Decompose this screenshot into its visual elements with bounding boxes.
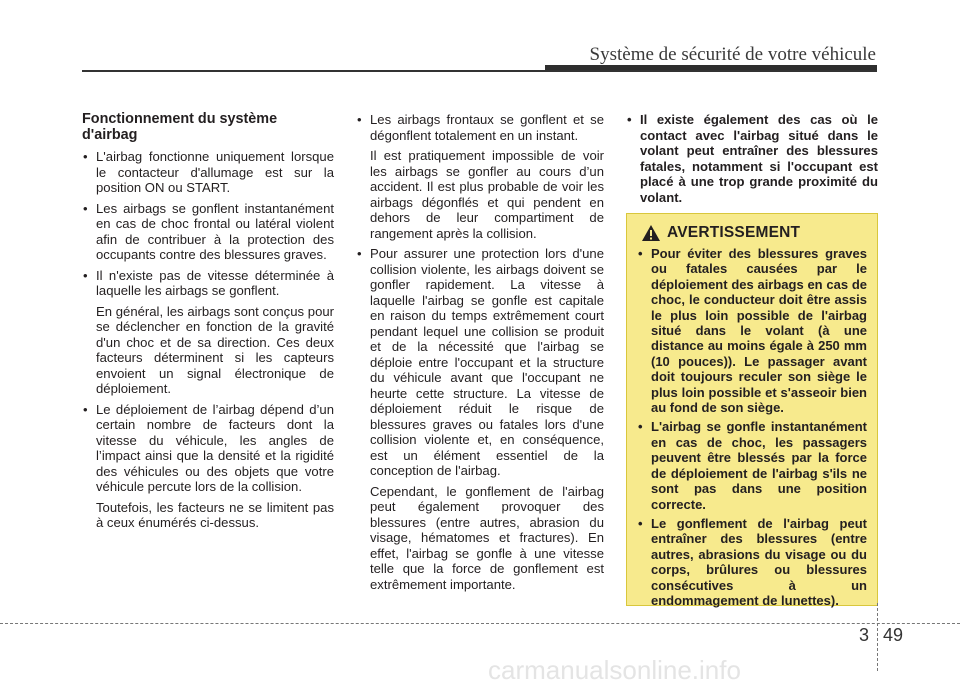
bullet-item bbox=[82, 149, 334, 196]
warning-item bbox=[637, 419, 867, 511]
footer-rule bbox=[0, 623, 960, 624]
bullet-dot: • bbox=[627, 112, 632, 127]
header-rule bbox=[82, 70, 877, 72]
bullet-item bbox=[82, 268, 334, 299]
bullet-dot: • bbox=[83, 267, 88, 283]
bullet-dot: • bbox=[83, 149, 88, 164]
warning-item bbox=[637, 246, 867, 415]
warning-header bbox=[641, 224, 867, 242]
bullet-text: Il n'existe pas de vitesse déterminée à laquelle les airbags se gonflent. bbox=[96, 267, 334, 298]
section-title: Fonctionnement du système d'airbag bbox=[82, 111, 278, 143]
bullet-item bbox=[626, 112, 878, 205]
chapter-number: 3 bbox=[859, 625, 870, 645]
paragraph: Il est pratiquement impossible de voir les airbags se gonfler au cours d’un accident. Il est plus probable de voir les airbags dégonflés et qui pendent en dehors de leur compartiment de rangement après la collision. bbox=[370, 148, 604, 241]
watermark: carmanualsonline.info bbox=[488, 655, 741, 685]
paragraph: Toutefois, les facteurs ne se limitent pas à ceux énumérés ci-dessus. bbox=[96, 499, 334, 530]
bullet-item bbox=[82, 201, 334, 263]
paragraph: En général, les airbags sont conçus pour se déclencher en fonction de la gravité d'un choc et de sa direction. Ces deux facteurs déterminent si les capteurs envoient un signal électronique de déploiement. bbox=[96, 303, 334, 396]
column-2 bbox=[356, 112, 604, 597]
bullet-dot: • bbox=[638, 246, 643, 261]
warning-text: L'airbag se gonfle instantanément en cas de choc, les passagers peuvent être blessés par la force de déploiement de l'airbag s'ils ne sont pas dans une position correcte. bbox=[651, 419, 867, 512]
column-3 bbox=[626, 112, 878, 210]
bullet-text: Les airbags frontaux se gonflent et se dégonflent totalement en un instant. bbox=[370, 112, 604, 143]
footer-divider bbox=[877, 603, 878, 671]
bullet-text: Pour assurer une protection lors d'une collision violente, les airbags doivent se gonfler rapidement. La vitesse à laquelle l'airbag se gonfle est capitale en raison du temps extrêmement court pendant lequel une collision se produit et de la nécessité que l'airbag se déploie entre l'occupant et la structure du véhicule avant que l'occupant ne heurte cette structure. La vitesse de déploiement réduit le risque de blessures graves ou fatales lors d'une collision violente et, en conséquence, est un élément essentiel de la conception de l'airbag. bbox=[370, 246, 604, 478]
bullet-dot: • bbox=[638, 515, 643, 531]
warning-triangle-icon bbox=[641, 224, 661, 242]
bullet-item bbox=[82, 402, 334, 495]
bullet-text: L'airbag fonctionne uniquement lorsque le contacteur d'allumage est sur la position ON ou START. bbox=[96, 149, 334, 195]
warning-box bbox=[626, 213, 878, 606]
page-header-title: Système de sécurité de votre véhicule bbox=[589, 44, 876, 65]
warning-title: AVERTISSEMENT bbox=[667, 224, 801, 242]
bullet-dot: • bbox=[357, 112, 362, 127]
bullet-text: Il existe également des cas où le contact avec l'airbag situé dans le volant peut entraîner des blessures fatales, notamment si l'occupant est placé à une trop grande proximité du volant. bbox=[640, 112, 878, 205]
bullet-dot: • bbox=[357, 246, 362, 261]
warning-text: Le gonflement de l'airbag peut entraîner des blessures (entre autres, abrasions du visage ou du corps, brûlures ou blessures consécutives à un endommagement de lunettes). bbox=[651, 515, 867, 608]
bullet-text: Le déploiement de l’airbag dépend d’un certain nombre de facteurs dont la vitesse du véhicule, les angles de l’impact ainsi que la densité et la rigidité des véhicules ou des objets que votre véhicule percute lors de la collision. bbox=[96, 401, 334, 494]
bullet-text: Les airbags se gonflent instantanément en cas de choc frontal ou latéral violent afin de contribuer à la protection des occupants contre des blessures graves. bbox=[96, 200, 334, 262]
warning-item bbox=[637, 516, 867, 608]
bullet-item bbox=[356, 246, 604, 479]
bullet-dot: • bbox=[83, 200, 88, 216]
bullet-dot: • bbox=[83, 401, 88, 417]
bullet-dot: • bbox=[638, 419, 643, 435]
warning-text: Pour éviter des blessures graves ou fatales causées par le déploiement des airbags en cas de choc, le conducteur doit être assis le plus loin possible de l'airbag situé dans le volant (à une distance au moins égale à 250 mm (10 pouces)). Le passager avant doit toujours reculer son siège le plus loin possible et s'asseoir bien au fond de son siège. bbox=[651, 246, 867, 416]
column-1 bbox=[82, 112, 334, 536]
page-number: 49 bbox=[883, 625, 904, 645]
bullet-item bbox=[356, 112, 604, 143]
paragraph: Cependant, le gonflement de l'airbag peut également provoquer des blessures (entre autres, abrasion du visage, hématomes et fractures). En effet, l'airbag se gonfle à une vitesse telle que la force de gonflement est extrêmement importante. bbox=[370, 483, 604, 592]
